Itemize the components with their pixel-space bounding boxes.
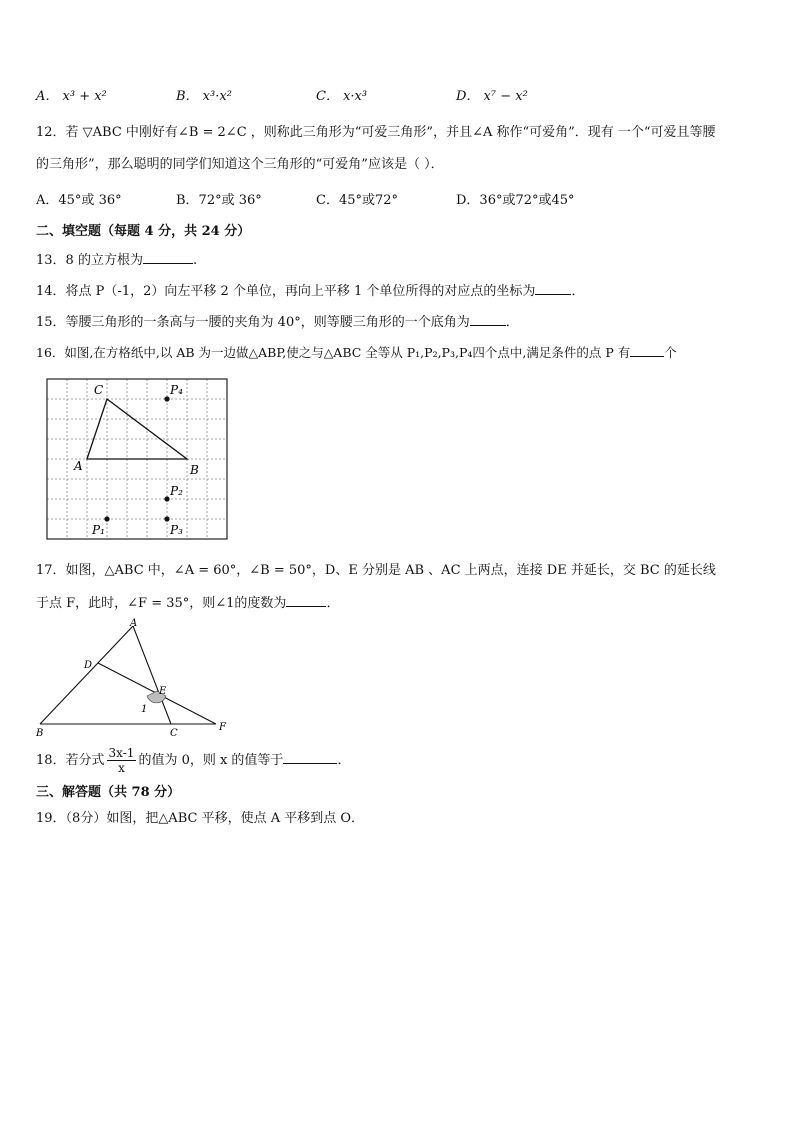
label-p3: P₃: [170, 523, 183, 537]
q11-option-c: C． x·x³: [316, 89, 368, 104]
q14-end: ．: [571, 284, 585, 299]
triangle-abc: [87, 399, 187, 459]
q12-line1: 12．若 ▽ABC 中刚好有∠B = 2∠C ，则称此三角形为“可爱三角形”，并且∠A 称作“可爱角”．现有 一个“可爱且等腰: [36, 125, 716, 140]
q19: 19．（8分）如图，把△ABC 平移，使点 A 平移到点 O．: [36, 811, 365, 826]
q18-prefix: 18．若分式: [36, 753, 105, 768]
q18-denominator: x: [118, 761, 125, 775]
q15-text: 15．等腰三角形的一条高与一腰的夹角为 40°，则等腰三角形的一个底角为: [36, 315, 470, 330]
section3-title: 三、解答题（共 78 分）: [36, 785, 181, 800]
q18-numerator: 3x-1: [108, 746, 135, 760]
q17-line2-wrap: [36, 593, 339, 613]
point-p3: [164, 516, 169, 521]
label-c: C: [94, 383, 104, 397]
q14: [36, 281, 584, 301]
q12-line2: 的三角形”，那么聪明的同学们知道这个三角形的“可爱角”应该是（ ）．: [36, 157, 444, 172]
q17-line2: 于点 F，此时，∠F = 35°，则∠1的度数为: [36, 596, 287, 611]
point-p4: [164, 396, 169, 401]
label-p2: P₂: [170, 484, 183, 498]
label-p4: P₄: [170, 383, 183, 397]
q16-grid-figure: [46, 378, 230, 540]
label-p1: P₁: [92, 523, 105, 537]
q11-option-b: B． x³·x²: [176, 89, 232, 104]
q16-end: 个: [664, 345, 677, 360]
point-p1: [104, 516, 109, 521]
q13-text: 13．8 的立方根为: [36, 253, 143, 268]
q17-line1: 17．如图，△ABC 中，∠A = 60°，∠B = 50°，D、E 分别是 AB 、AC 上两点，连接 DE 并延长，交 BC 的延长线: [36, 563, 716, 578]
q13-answer-blank[interactable]: [143, 250, 193, 264]
q16: [36, 343, 677, 362]
segment-ab: [40, 626, 133, 724]
q13: [36, 250, 197, 270]
q17-answer-blank[interactable]: [286, 593, 326, 607]
label-d: D: [84, 660, 93, 671]
q12-option-d: D．36°或72°或45°: [456, 193, 575, 208]
label-a: A: [130, 618, 138, 629]
q17-triangle-figure: [30, 616, 240, 740]
q12-option-c: C．45°或72°: [316, 193, 399, 208]
q18-suffix: 的值为 0，则 x 的值等于: [138, 753, 284, 768]
q18-answer-blank[interactable]: [283, 750, 337, 764]
section2-title: 二、填空题（每题 4 分，共 24 分）: [36, 224, 251, 239]
q13-end: .: [192, 253, 198, 268]
q14-answer-blank[interactable]: [535, 281, 571, 295]
label-b: B: [36, 728, 44, 739]
q11-option-d: D． x⁷ − x²: [456, 89, 528, 104]
label-f: F: [219, 722, 226, 733]
q17-end: ．: [326, 596, 340, 611]
q15-answer-blank[interactable]: [470, 312, 506, 326]
label-c: C: [170, 728, 178, 739]
q15-end: ．: [505, 315, 519, 330]
segment-ac: [133, 626, 171, 724]
q12-option-b: B．72°或 36°: [176, 193, 262, 208]
q12-option-a: A．45°或 36°: [36, 193, 122, 208]
q18-fraction: [107, 746, 137, 775]
q18-end: ．: [337, 753, 351, 768]
label-e: E: [159, 686, 167, 697]
q18: [36, 746, 350, 776]
label-angle-1: 1: [141, 704, 148, 715]
label-a: A: [74, 459, 83, 473]
q16-answer-blank[interactable]: [630, 343, 664, 357]
point-p2: [164, 496, 169, 501]
q16-text: 16．如图,在方格纸中,以 AB 为一边做△ABP,使之与△ABC 全等从 P₁,P₂,P₃,P₄四个点中,满足条件的点 P 有: [36, 345, 631, 360]
q15: [36, 312, 519, 332]
label-b: B: [190, 463, 199, 477]
q11-option-a: A． x³ + x²: [36, 89, 107, 104]
q14-text: 14．将点 P（-1，2）向左平移 2 个单位，再向上平移 1 个单位所得的对应点的坐标为: [36, 284, 536, 299]
